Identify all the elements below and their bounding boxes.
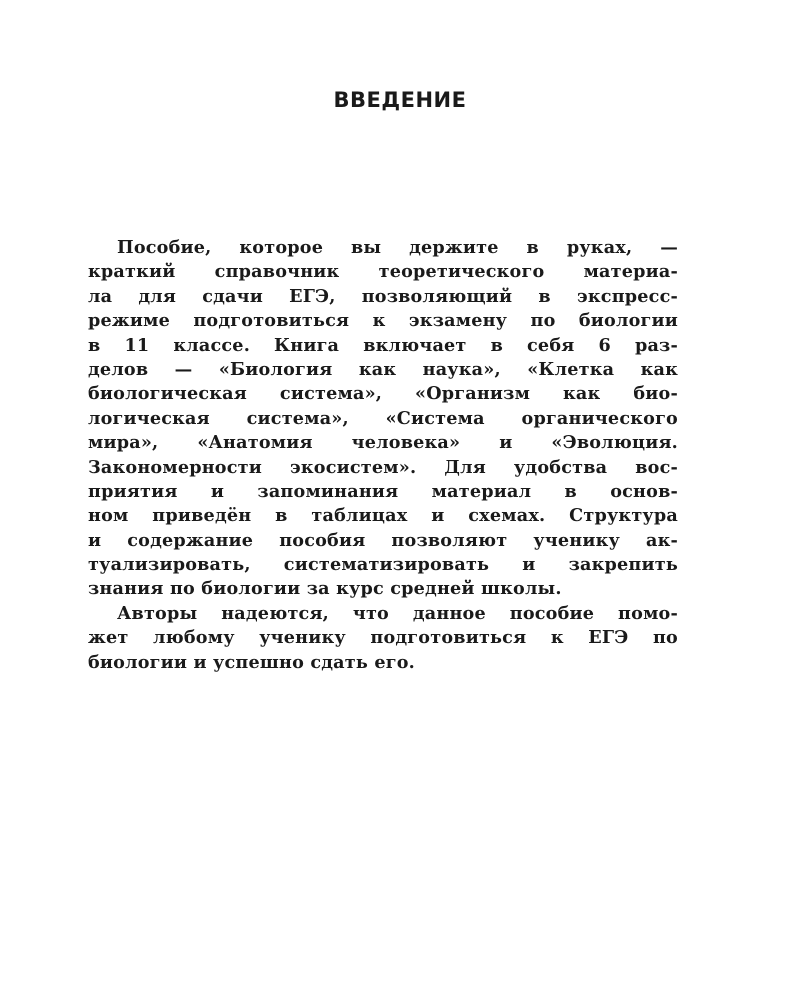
text-line: режиме подготовиться к экзамену по биологии <box>88 310 678 332</box>
text-line: Авторы надеются, что данное пособие помо- <box>117 602 678 624</box>
introduction-text <box>88 236 678 675</box>
text-line: ла для сдачи ЕГЭ, позволяющий в экспресс- <box>88 285 678 307</box>
text-line: приятия и запоминания материал в основ- <box>88 480 678 502</box>
text-line: мира», «Анатомия человека» и «Эволюция. <box>88 432 678 454</box>
text-line: знания по биологии за курс средней школы. <box>88 578 562 600</box>
text-line: краткий справочник теоретического материа- <box>88 261 678 283</box>
text-line: жет любому ученику подготовиться к ЕГЭ по <box>88 627 678 649</box>
paragraph-2 <box>88 602 678 675</box>
paragraph-1 <box>88 236 678 602</box>
text-line: и содержание пособия позволяют ученику ак- <box>88 529 678 551</box>
text-line: туализировать, систематизировать и закрепить <box>88 554 678 576</box>
text-line: биологии и успешно сдать его. <box>88 651 415 673</box>
page-title: ВВЕДЕНИЕ <box>333 88 467 112</box>
text-line: в 11 классе. Книга включает в себя 6 раз- <box>88 334 678 356</box>
text-line: Закономерности экосистем». Для удобства вос- <box>88 456 678 478</box>
text-line: Пособие, которое вы держите в руках, — <box>117 237 678 258</box>
text-line: биологическая система», «Организм как био- <box>88 383 678 405</box>
text-line: ном приведён в таблицах и схемах. Структура <box>88 505 678 527</box>
text-line: логическая система», «Система органического <box>88 407 678 429</box>
text-line: делов — «Биология как наука», «Клетка как <box>88 358 678 380</box>
